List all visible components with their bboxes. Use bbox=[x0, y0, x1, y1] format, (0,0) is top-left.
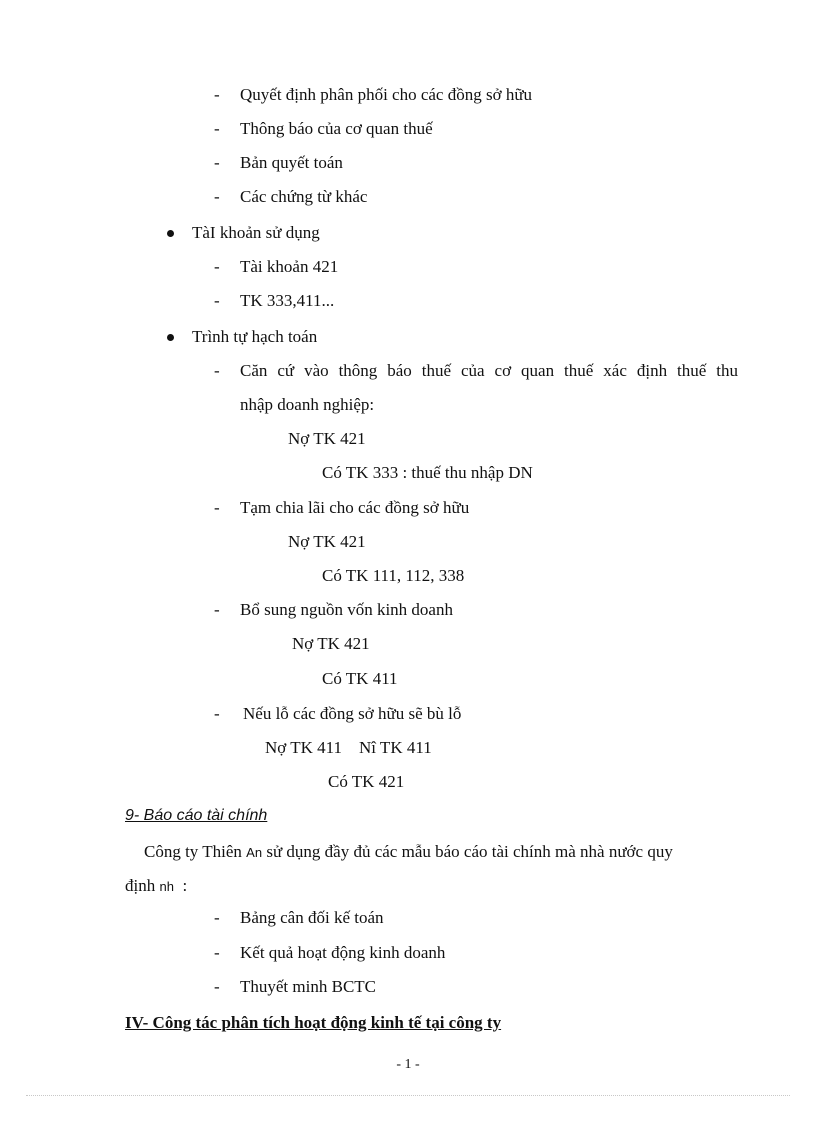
dash-marker: - bbox=[214, 600, 220, 619]
dash-marker: - bbox=[214, 257, 220, 276]
dash-marker: - bbox=[214, 498, 220, 517]
debit-entry: Nợ TK 421 bbox=[292, 634, 370, 653]
credit-entry: Có TK 111, 112, 338 bbox=[322, 566, 465, 585]
dash-marker: - bbox=[214, 291, 220, 310]
dash-marker: - bbox=[214, 85, 220, 104]
footer-divider bbox=[26, 1095, 790, 1096]
dash-marker: - bbox=[214, 361, 220, 380]
debit-entry: Nợ TK 421 bbox=[288, 429, 366, 448]
section-heading-9: 9- Báo cáo tài chính bbox=[125, 807, 268, 824]
debit-entry: Nợ TK 421 bbox=[288, 532, 366, 551]
paragraph-line: Công ty Thiên An sử dụng đầy đủ các mẫu báo cáo tài chính mà nhà nước quy bbox=[144, 842, 673, 861]
credit-entry: Có TK 333 : thuế thu nhập DN bbox=[322, 463, 533, 482]
page-number: - 1 - bbox=[396, 1057, 420, 1072]
credit-entry: Có TK 411 bbox=[322, 669, 398, 688]
dash-marker: - bbox=[214, 908, 220, 927]
dash-marker: - bbox=[214, 153, 220, 172]
dash-marker: - bbox=[214, 943, 220, 962]
dash-marker: - bbox=[214, 187, 220, 206]
bullet-icon bbox=[167, 334, 174, 341]
paragraph-line: định nh : bbox=[125, 876, 188, 895]
dash-marker: - bbox=[214, 119, 220, 138]
dash-marker: - bbox=[214, 977, 220, 996]
credit-entry: Có TK 421 bbox=[328, 772, 405, 791]
dash-marker: - bbox=[214, 704, 220, 723]
section-heading-4: IV- Công tác phân tích hoạt động kinh tế tại công ty bbox=[125, 1013, 502, 1032]
bullet-icon bbox=[167, 230, 174, 237]
entry-continuation: nhập doanh nghiệp: bbox=[240, 395, 375, 414]
debit-entry: Nợ TK 411 Nî TK 411 bbox=[265, 738, 432, 757]
